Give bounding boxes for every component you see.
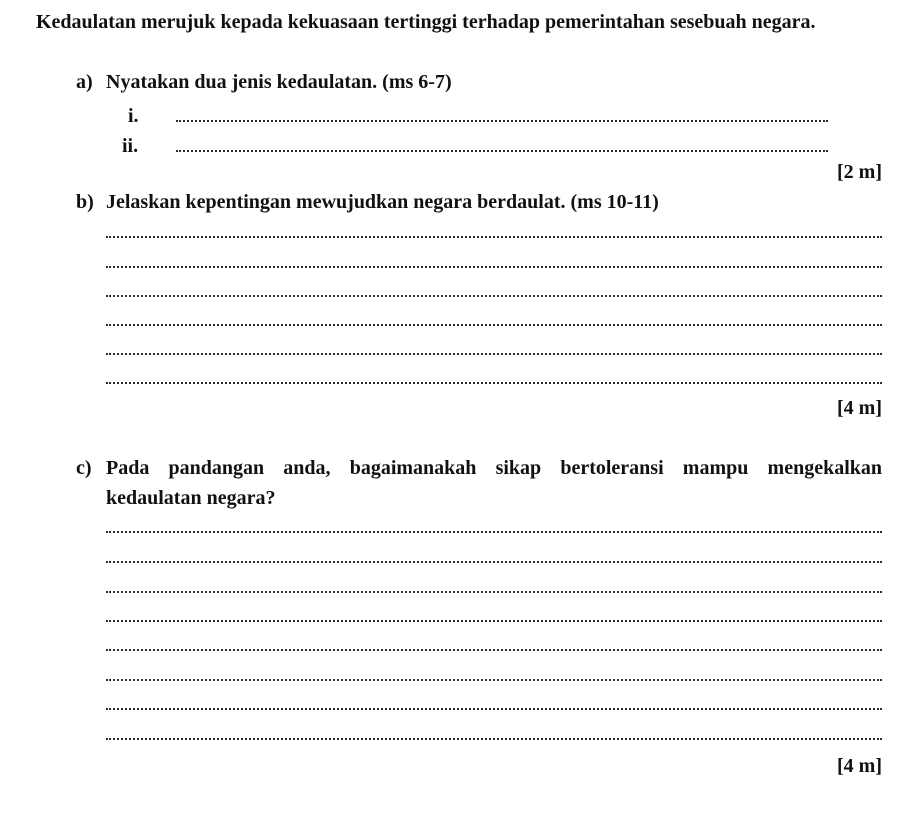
answer-line[interactable] [176,150,828,152]
answer-line[interactable] [106,353,882,355]
part-a-item-ii-label: ii. [122,135,139,157]
part-c-question-line1: Pada pandangan anda, bagaimanakah sikap bertoleransi mampu mengekalkan [106,457,882,479]
answer-line[interactable] [106,266,882,268]
part-a-question: Nyatakan dua jenis kedaulatan. (ms 6-7) [106,71,452,93]
part-c-label: c) [76,457,92,479]
answer-line[interactable] [106,591,882,593]
answer-line[interactable] [106,324,882,326]
answer-line[interactable] [106,708,882,710]
answer-line[interactable] [106,561,882,563]
part-a-item-i-label: i. [128,105,139,127]
part-a-label: a) [76,71,93,93]
answer-line[interactable] [106,382,882,384]
answer-line[interactable] [106,531,882,533]
part-b-question: Jelaskan kepentingan mewujudkan negara berdaulat. (ms 10-11) [106,191,659,213]
part-a-marks: [2 m] [837,161,882,183]
answer-line[interactable] [106,738,882,740]
answer-line[interactable] [106,236,882,238]
intro-statement: Kedaulatan merujuk kepada kekuasaan tertinggi terhadap pemerintahan sesebuah negara. [36,11,816,33]
part-c-marks: [4 m] [837,755,882,777]
answer-line[interactable] [106,679,882,681]
answer-line[interactable] [176,120,828,122]
part-b-label: b) [76,191,94,213]
part-b-marks: [4 m] [837,397,882,419]
answer-line[interactable] [106,620,882,622]
answer-line[interactable] [106,295,882,297]
answer-line[interactable] [106,649,882,651]
part-c-question-line2: kedaulatan negara? [106,487,276,509]
